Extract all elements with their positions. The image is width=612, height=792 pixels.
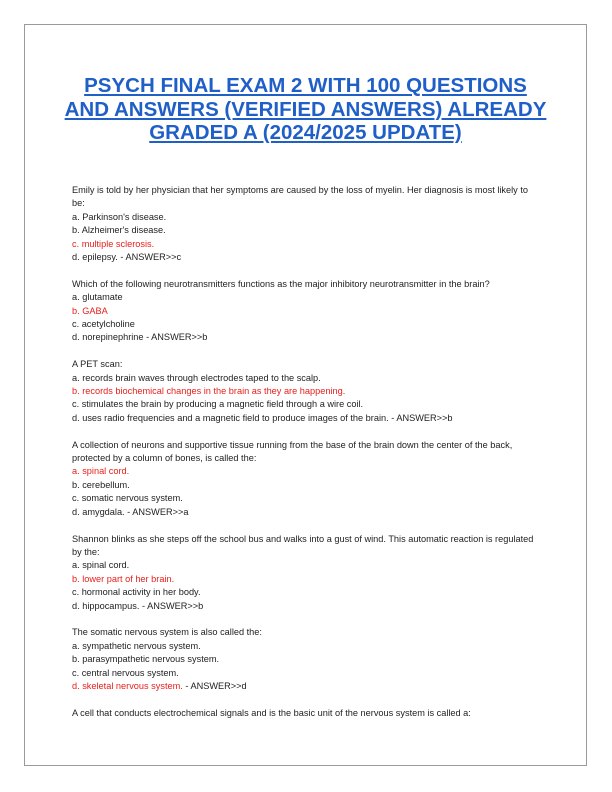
question-stem: Emily is told by her physician that her symptoms are caused by the loss of myelin. Her diagnosis is most likely to be: (72, 185, 528, 209)
question-5 (72, 533, 542, 613)
question-stem: Shannon blinks as she steps off the school bus and walks into a gust of wind. This automatic reaction is regulated by the: (72, 533, 534, 557)
question-stem: The somatic nervous system is also called the: (72, 627, 262, 638)
option-c: c. somatic nervous system. (72, 493, 183, 504)
answer-key: - ANSWER>>a (124, 506, 189, 517)
option-c-correct: c. multiple sclerosis. (72, 238, 155, 249)
question-stem: A collection of neurons and supportive tissue running from the base of the brain down the center of the back, protected by a column of bones, is called the: (72, 439, 513, 464)
option-d-with-answer (72, 331, 542, 344)
option-d-correct: d. skeletal nervous system. (72, 680, 183, 691)
option-a: a. sympathetic nervous system. (72, 640, 201, 651)
option-d: d. amygdala. (72, 506, 125, 517)
option-a: a. records brain waves through electrodes taped to the scalp. (72, 372, 321, 383)
option-a: a. Parkinson's disease. (72, 211, 167, 222)
option-c: c. acetylcholine (72, 319, 135, 330)
option-b-correct: b. GABA (72, 305, 108, 316)
answer-key: - ANSWER>>b (139, 600, 204, 611)
option-d: d. uses radio frequencies and a magnetic field to produce images of the brain. (72, 412, 389, 423)
question-2 (72, 278, 542, 345)
option-c: c. hormonal activity in her body. (72, 587, 201, 598)
option-d-with-answer (72, 412, 542, 425)
question-stem: A PET scan: (72, 359, 123, 370)
question-3 (72, 358, 542, 425)
option-b: b. parasympathetic nervous system. (72, 654, 220, 665)
option-c: c. central nervous system. (72, 667, 179, 678)
question-stem: Which of the following neurotransmitters functions as the major inhibitory neurotransmitter in the brain? (72, 278, 490, 289)
option-d: d. epilepsy. (72, 252, 118, 263)
answer-key: - ANSWER>>b (143, 332, 208, 343)
question-7 (72, 707, 542, 720)
answer-key: - ANSWER>>d (182, 680, 247, 691)
option-d: d. norepinephrine (72, 332, 144, 343)
answer-key: - ANSWER>>b (388, 412, 453, 423)
option-b-correct: b. records biochemical changes in the brain as they are happening. (72, 386, 346, 397)
question-stem: A cell that conducts electrochemical signals and is the basic unit of the nervous system is called a: (72, 707, 471, 718)
option-b-correct: b. lower part of her brain. (72, 573, 175, 584)
option-b: b. Alzheimer's disease. (72, 225, 166, 236)
question-6 (72, 626, 542, 693)
option-a-correct: a. spinal cord. (72, 466, 130, 477)
question-1 (72, 184, 542, 264)
option-d-with-answer (72, 600, 542, 613)
option-b: b. cerebellum. (72, 479, 130, 490)
option-a: a. spinal cord. (72, 560, 130, 571)
option-d-with-answer (72, 680, 542, 693)
document-title: PSYCH FINAL EXAM 2 WITH 100 QUESTIONS AND ANSWERS (VERIFIED ANSWERS) ALREADY GRADED A (2024/2025 UPDATE) (64, 74, 547, 144)
question-4 (72, 439, 542, 519)
option-d: d. hippocampus. (72, 600, 140, 611)
question-list (72, 184, 542, 734)
option-a: a. glutamate (72, 292, 123, 303)
answer-key: - ANSWER>>c (117, 252, 182, 263)
option-d-with-answer (72, 251, 542, 264)
option-c: c. stimulates the brain by producing a magnetic field through a wire coil. (72, 399, 364, 410)
option-d-with-answer (72, 506, 542, 519)
